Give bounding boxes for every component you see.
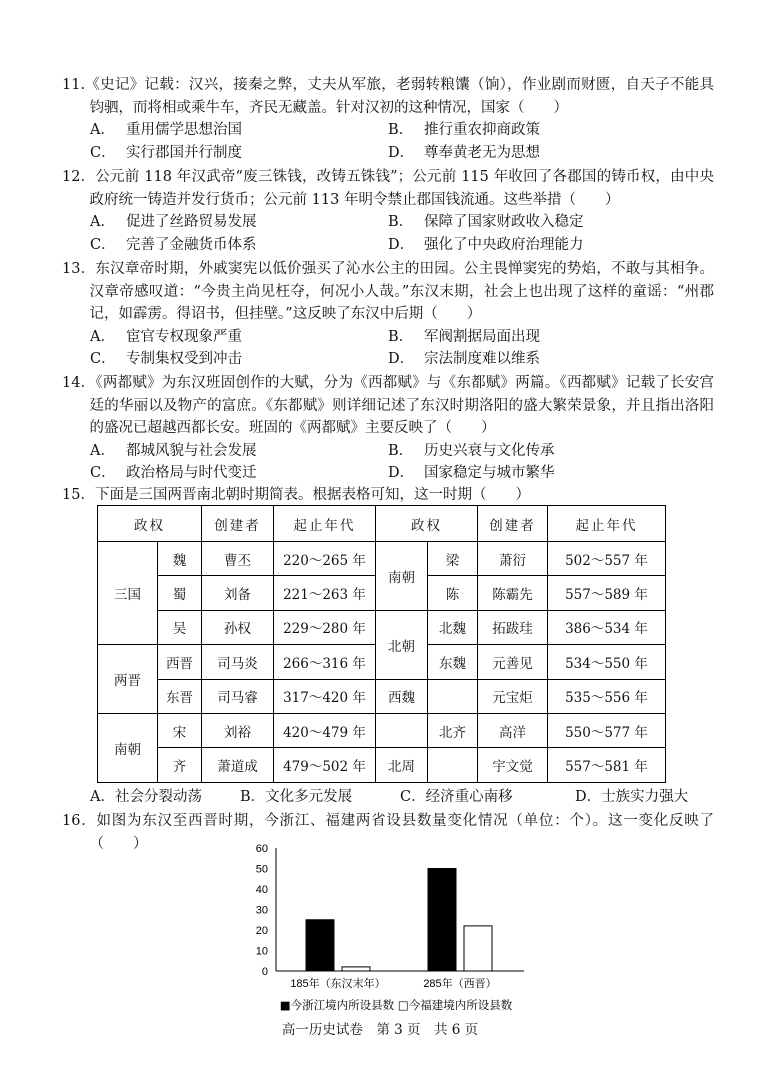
option-d[interactable]: D． 国家稳定与城市繁华 — [388, 465, 555, 482]
years-cell: 386～534 年 — [548, 610, 666, 644]
question-15 — [62, 484, 714, 507]
years-cell: 220～265 年 — [274, 542, 376, 576]
years-cell: 221～263 年 — [274, 576, 376, 610]
state-cell: 齐 — [158, 748, 202, 782]
state-cell: 北齐 — [428, 713, 478, 747]
y-tick-label: 0 — [261, 966, 268, 978]
y-tick-label: 60 — [255, 843, 268, 855]
group-cell: 南朝 — [376, 542, 428, 611]
y-tick-label: 30 — [255, 904, 268, 917]
question-stem: 14．《两都赋》为东汉班固创作的大赋，分为《西都赋》与《东都赋》两篇。《西都赋》记载了长安宫廷的华丽以及物产的富庶。《东都赋》则详细记述了东汉时期洛阳的盛大繁荣景象，并且指出洛阳的盛况已超越西都长安。班固的《两都赋》主要反映了（ ） — [62, 375, 714, 437]
bar — [306, 920, 334, 971]
founder-cell: 拓跋珪 — [478, 610, 548, 644]
option-c[interactable]: C． 专制集权受到冲击 — [90, 351, 242, 368]
years-cell: 266～316 年 — [274, 645, 376, 679]
option-a[interactable]: A． 宦官专权现象严重 — [90, 328, 242, 345]
founder-cell: 高洋 — [478, 713, 548, 747]
founder-cell: 司马睿 — [202, 679, 274, 713]
question-13 — [62, 258, 714, 371]
legend — [280, 998, 513, 1012]
state-cell: 宋 — [158, 713, 202, 747]
options — [62, 440, 714, 485]
question-stem: 16．如图为东汉至西晋时期，今浙江、福建两省设县数量变化情况（单位：个）。这一变化反映了（ ） — [62, 813, 714, 852]
founder-cell: 刘裕 — [202, 713, 274, 747]
y-tick-label: 40 — [255, 884, 268, 896]
table-header-row — [98, 506, 666, 542]
options — [62, 211, 714, 256]
table-row — [98, 679, 666, 713]
option-d[interactable]: D． 尊奉黄老无为思想 — [388, 144, 540, 161]
state-cell: 东晋 — [158, 679, 202, 713]
table-row — [98, 748, 666, 782]
option-b[interactable]: B． 推行重农抑商政策 — [388, 122, 540, 139]
dynasty-table — [97, 505, 666, 783]
y-tick-label: 10 — [255, 945, 268, 958]
option-b[interactable]: B． 保障了国家财政收入稳定 — [388, 214, 584, 231]
state-cell: 梁 — [428, 542, 478, 576]
years-cell: 229～280 年 — [274, 610, 376, 644]
founder-cell: 曹丕 — [202, 542, 274, 576]
option-d[interactable]: D． 宗法制度难以维系 — [388, 351, 540, 368]
option-b[interactable]: B． 历史兴衰与文化传承 — [388, 442, 555, 459]
state-cell: 北周 — [376, 748, 428, 782]
options — [62, 786, 714, 809]
option-d[interactable]: D． 强化了中央政府治理能力 — [388, 236, 584, 253]
founder-cell: 孙权 — [202, 610, 274, 644]
founder-cell: 司马炎 — [202, 645, 274, 679]
option-c[interactable]: C．经济重心南移 — [400, 789, 513, 805]
years-cell: 317～420 年 — [274, 679, 376, 713]
legend-marker: ■ — [279, 998, 291, 1012]
founder-cell: 元宝炬 — [478, 679, 548, 713]
table-header: 起止年代 — [548, 506, 666, 542]
question-15-options — [62, 786, 714, 809]
state-cell — [428, 748, 478, 782]
group-cell: 北朝 — [376, 610, 428, 679]
state-cell: 陈 — [428, 576, 478, 610]
years-cell: 420～479 年 — [274, 713, 376, 747]
group-cell: 南朝 — [98, 713, 158, 782]
table-header: 政权 — [98, 506, 202, 542]
years-cell: 535～556 年 — [548, 679, 666, 713]
years-cell: 550～577 年 — [548, 713, 666, 747]
state-cell: 东魏 — [428, 645, 478, 679]
option-d[interactable]: D．士族实力强大 — [575, 789, 689, 805]
state-cell: 魏 — [158, 542, 202, 576]
question-stem: 15．下面是三国两晋南北朝时期简表。根据表格可知，这一时期（ ） — [62, 487, 530, 503]
group-cell: 两晋 — [98, 645, 158, 714]
state-cell: 吴 — [158, 610, 202, 644]
y-tick-label: 20 — [255, 925, 268, 937]
options — [62, 119, 714, 164]
table-row — [98, 610, 666, 644]
legend-entry: 今福建境内所设县数 — [408, 998, 513, 1012]
founder-cell: 元善见 — [478, 645, 548, 679]
legend-entry: 今浙江境内所设县数 — [290, 998, 398, 1012]
y-tick-label: 50 — [255, 863, 268, 876]
founder-cell: 萧衍 — [478, 542, 548, 576]
legend-marker: □ — [397, 998, 409, 1012]
table-row — [98, 713, 666, 747]
founder-cell: 刘备 — [202, 576, 274, 610]
state-cell: 北魏 — [428, 610, 478, 644]
state-cell: 蜀 — [158, 576, 202, 610]
option-c[interactable]: C． 政治格局与时代变迁 — [90, 465, 257, 482]
question-stem: 13．东汉章帝时期，外戚窦宪以低价强买了沁水公主的田园。公主畏惮窦宪的势焰，不敢与其相争。汉章帝感叹道：“今贵主尚见枉夺，何况小人哉。”东汉末期，社会上也出现了这样的童谣：“州郡记，如霹雳。得诏书，但挂壁。”这反映了东汉中后期（ ） — [62, 261, 714, 323]
option-a[interactable]: A． 促进了丝路贸易发展 — [90, 214, 257, 231]
years-cell: 534～550 年 — [548, 645, 666, 679]
years-cell: 502～557 年 — [548, 542, 666, 576]
question-stem: 11.《史记》记载：汉兴，接秦之弊，丈夫从军旅，老弱转粮馕（饷），作业剧而财匮，自天子不能具钧驷，而将相或乘牛车，齐民无藏盖。针对汉初的这种情况，国家（ ） — [62, 77, 714, 116]
county-count-chart — [250, 838, 540, 1016]
question-12 — [62, 166, 714, 256]
x-tick-label: 185年（东汉末年） — [290, 978, 386, 990]
state-cell: 西晋 — [158, 645, 202, 679]
founder-cell: 陈霸先 — [478, 576, 548, 610]
table-header: 创建者 — [478, 506, 548, 542]
option-a[interactable]: A． 都城风貌与社会发展 — [90, 442, 257, 459]
years-cell: 557～589 年 — [548, 576, 666, 610]
table-header: 起止年代 — [274, 506, 376, 542]
table-row — [98, 542, 666, 576]
option-a[interactable]: A．社会分裂动荡 — [90, 789, 202, 805]
question-11 — [62, 74, 714, 164]
x-tick-label: 285年（西晋） — [423, 978, 497, 990]
years-cell: 479～502 年 — [274, 748, 376, 782]
bar — [342, 967, 370, 971]
option-a[interactable]: A． 重用儒学思想治国 — [90, 122, 242, 139]
state-cell — [376, 713, 428, 747]
option-c[interactable]: C． 实行郡国并行制度 — [90, 144, 242, 161]
options — [62, 326, 714, 371]
table-header: 创建者 — [202, 506, 274, 542]
table-header: 政权 — [376, 506, 478, 542]
group-cell: 三国 — [98, 542, 158, 645]
option-b[interactable]: B．文化多元发展 — [240, 789, 353, 805]
state-cell — [428, 679, 478, 713]
founder-cell: 萧道成 — [202, 748, 274, 782]
founder-cell: 宇文觉 — [478, 748, 548, 782]
option-b[interactable]: B． 军阀割据局面出现 — [388, 328, 540, 345]
question-14 — [62, 372, 714, 485]
page-footer: 高一历史试卷 第 3 页 共 6 页 — [281, 1022, 479, 1038]
years-cell: 557～581 年 — [548, 748, 666, 782]
bar — [428, 869, 456, 972]
bar — [464, 926, 492, 971]
question-stem: 12．公元前 118 年汉武帝“废三铢钱，改铸五铢钱”；公元前 115 年收回了各郡国的铸币权，由中央政府统一铸造并发行货币；公元前 113 年明令禁止郡国钱流通。这些举措（ ） — [62, 169, 714, 208]
state-cell: 西魏 — [376, 679, 428, 713]
option-c[interactable]: C． 完善了金融货币体系 — [90, 236, 257, 253]
